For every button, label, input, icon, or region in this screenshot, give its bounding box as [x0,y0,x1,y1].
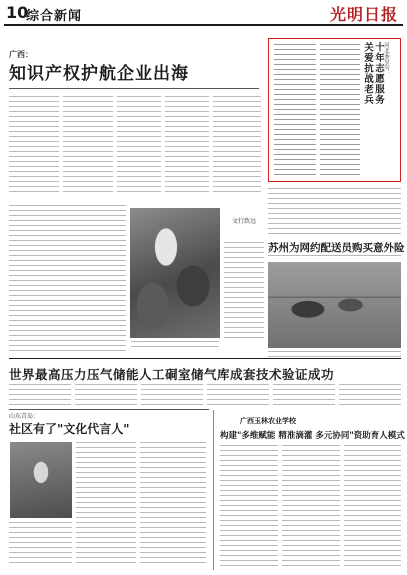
community-story-column-2 [140,442,206,567]
community-story-kicker: 山东青岛： [9,413,40,420]
energy-story-column-2 [75,384,137,406]
school-story-subtitle: 构建"多维赋能 精准滴灌 多元协同"资助育人模式 [220,431,405,441]
lead-story-column-2 [63,96,113,196]
lead-story-rule [9,88,259,89]
highlighted-story-headline-line1: 十年志愿服务 [373,42,384,105]
community-story-headline: 社区有了"文化代言人" [9,422,130,436]
lead-story-headline: 知识产权护航企业出海 [9,64,189,84]
lead-story-continued [9,205,126,355]
section-name: 综合新闻 [26,9,83,24]
highlighted-story-headline-line2: 关爱抗战老兵 [362,42,373,105]
highlighted-story-kicker: 河北秦皇岛： [383,42,389,75]
energy-story-column-6 [339,384,401,406]
delivery-story-caption [268,351,401,361]
energy-story-column-4 [207,384,269,406]
page-number: 10 [6,3,29,22]
school-story-column-2 [282,445,340,567]
community-story-column-1 [76,442,136,567]
newspaper-logo: 光明日报 [330,5,399,24]
energy-story-column-5 [273,384,335,406]
school-story-column-1 [220,445,278,567]
delivery-story-headline: 苏州为网约配送员购买意外险 [268,242,405,254]
column-divider [213,410,214,570]
energy-story-column-1 [9,384,71,406]
delivery-story-photo [268,262,401,348]
highlighted-story-column-1 [274,44,316,176]
community-story-photo [10,442,72,518]
energy-story-column-3 [141,384,203,406]
lead-story-kicker: 广西： [9,50,33,59]
news-photo-caption [131,341,219,348]
community-story-column-3 [9,522,72,567]
lead-story-column-3 [117,96,161,196]
delivery-story-lead [268,255,401,260]
column-badge: 文行致远 [231,218,256,225]
right-column-text [268,188,401,234]
highlighted-story-title [362,42,394,176]
school-story-title: 广西玉林农业学校 [240,417,296,425]
highlighted-story-column-2 [320,44,360,176]
masthead-rule [4,24,403,26]
column-text [224,242,264,338]
section-divider [9,358,401,359]
school-story-column-3 [344,445,401,567]
energy-story-headline: 世界最高压力压气储能人工硐室储气库成套技术验证成功 [9,367,335,382]
masthead [0,0,407,26]
lead-story-column-1 [9,96,59,196]
community-story-rule [9,409,209,410]
lead-story-column-4 [165,96,209,196]
news-photo [130,208,220,338]
lead-story-column-5 [213,96,261,196]
